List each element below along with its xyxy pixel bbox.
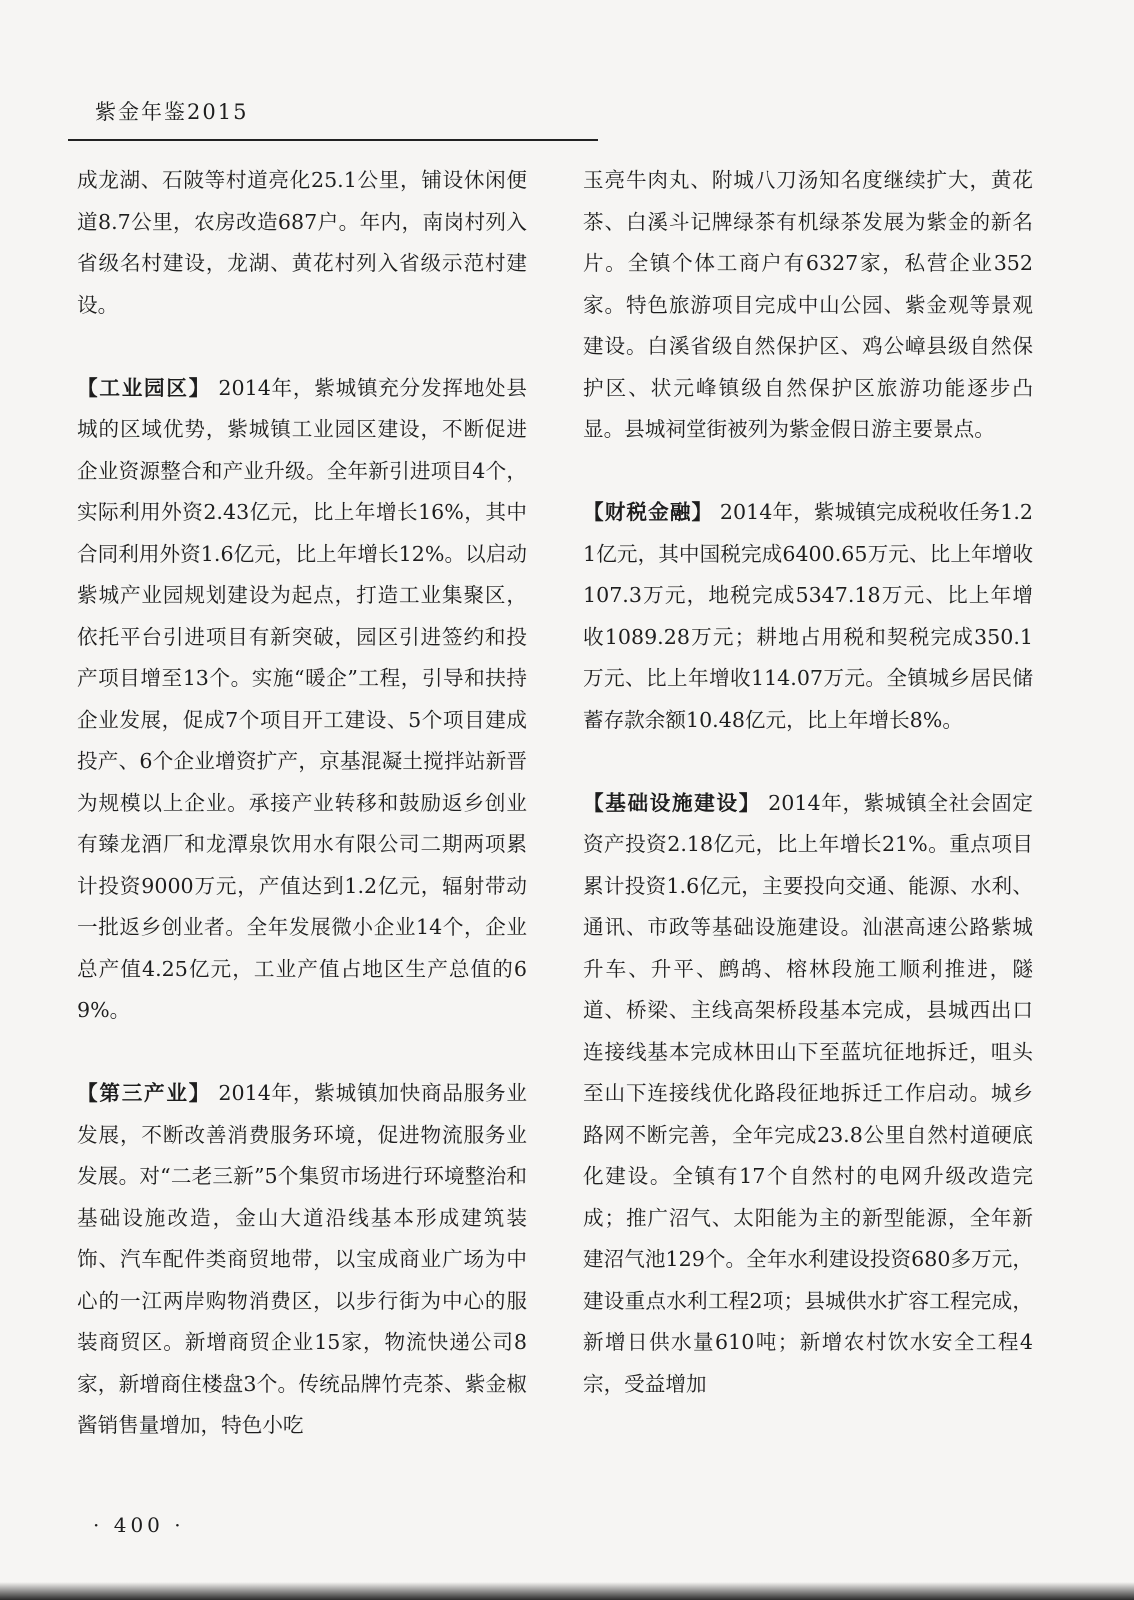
left-column — [77, 160, 527, 1447]
paragraph-text: 2014年，紫城镇充分发挥地处县城的区域优势，紫城镇工业园区建设，不断促进企业资源整合和产业升级。全年新引进项目4个，实际利用外资2.43亿元，比上年增长16%，其中合同利用外资1.6亿元，比上年增长12%。以启动紫城产业园规划建设为起点，打造工业集聚区，依托平台引进项目有新突破，园区引进签约和投产项目增至13个。实施“暖企”工程，引导和扶持企业发展，促成7个项目开工建设、5个项目建成投产、6个企业增资扩产，京基混凝土搅拌站新晋为规模以上企业。承接产业转移和鼓励返乡创业有臻龙酒厂和龙潭泉饮用水有限公司二期两项累计投资9000万元，产值达到1.2亿元，辐射带动一批返乡创业者。全年发展微小企业14个，企业总产值4.25亿元，工业产值占地区生产总值的69%。 — [77, 375, 527, 1022]
section-heading-industrial-park: 【工业园区】 — [77, 375, 212, 400]
paragraph-text: 2014年，紫城镇完成税收任务1.21亿元，其中国税完成6400.65万元、比上年增收107.3万元，地税完成5347.18万元、比上年增收1089.28万元；耕地占用税和契税完成350.1万元、比上年增收114.07万元。全镇城乡居民储蓄存款余额10.48亿元，比上年增长8%。 — [583, 500, 1033, 732]
paragraph-industrial-park — [77, 368, 527, 1032]
paragraph-text: 成龙湖、石陂等村道亮化25.1公里，铺设休闲便道8.7公里，农房改造687户。年内，南岗村列入省级名村建设，龙湖、黄花村列入省级示范村建设。 — [77, 168, 527, 317]
page-number: · 400 · — [93, 1513, 185, 1537]
section-heading-finance-tax: 【财税金融】 — [583, 500, 714, 524]
header-rule — [68, 139, 598, 141]
paragraph-text: 玉亮牛肉丸、附城八刀汤知名度继续扩大，黄花茶、白溪斗记牌绿茶有机绿茶发展为紫金的新名片。全镇个体工商户有6327家，私营企业352家。特色旅游项目完成中山公园、紫金观等景观建设。白溪省级自然保护区、鸡公嶂县级自然保护区、状元峰镇级自然保护区旅游功能逐步凸显。县城祠堂街被列为紫金假日游主要景点。 — [583, 168, 1033, 441]
paragraph-tertiary-industry — [77, 1073, 527, 1447]
paragraph-text: 2014年，紫城镇全社会固定资产投资2.18亿元，比上年增长21%。重点项目累计投资1.6亿元，主要投向交通、能源、水利、通讯、市政等基础设施建设。汕湛高速公路紫城升车、升平、鹧鸪、榕林段施工顺利推进，隧道、桥梁、主线高架桥段基本完成，县城西出口连接线基本完成林田山下至蓝坑征地拆迁，咀头至山下连接线优化路段征地拆迁工作启动。城乡路网不断完善，全年完成23.8公里自然村道硬底化建设。全镇有17个自然村的电网升级改造完成；推广沼气、太阳能为主的新型能源，全年新建沼气池129个。全年水利建设投资680多万元，建设重点水利工程2项；县城供水扩容工程完成，新增日供水量610吨；新增农村饮水安全工程4宗，受益增加 — [583, 790, 1033, 1396]
paragraph-tertiary-continued — [583, 160, 1033, 451]
right-column — [583, 160, 1033, 1405]
paragraph-finance-tax — [583, 492, 1033, 741]
section-heading-infrastructure: 【基础设施建设】 — [583, 790, 761, 815]
paragraph-text: 2014年，紫城镇加快商品服务业发展，不断改善消费服务环境，促进物流服务业发展。对“二老三新”5个集贸市场进行环境整治和基础设施改造，金山大道沿线基本形成建筑装饰、汽车配件类商贸地带，以宝成商业广场为中心的一江两岸购物消费区，以步行街为中心的服装商贸区。新增商贸企业15家，物流快递公司8家，新增商住楼盘3个。传统品牌竹壳茶、紫金椒酱销售量增加，特色小吃 — [77, 1081, 527, 1437]
section-heading-tertiary-industry: 【第三产业】 — [77, 1081, 212, 1105]
paragraph-infrastructure — [583, 783, 1033, 1406]
scan-edge-shadow — [0, 1582, 1134, 1600]
paragraph-village-roads — [77, 160, 527, 326]
running-header: 紫金年鉴2015 — [95, 100, 249, 124]
